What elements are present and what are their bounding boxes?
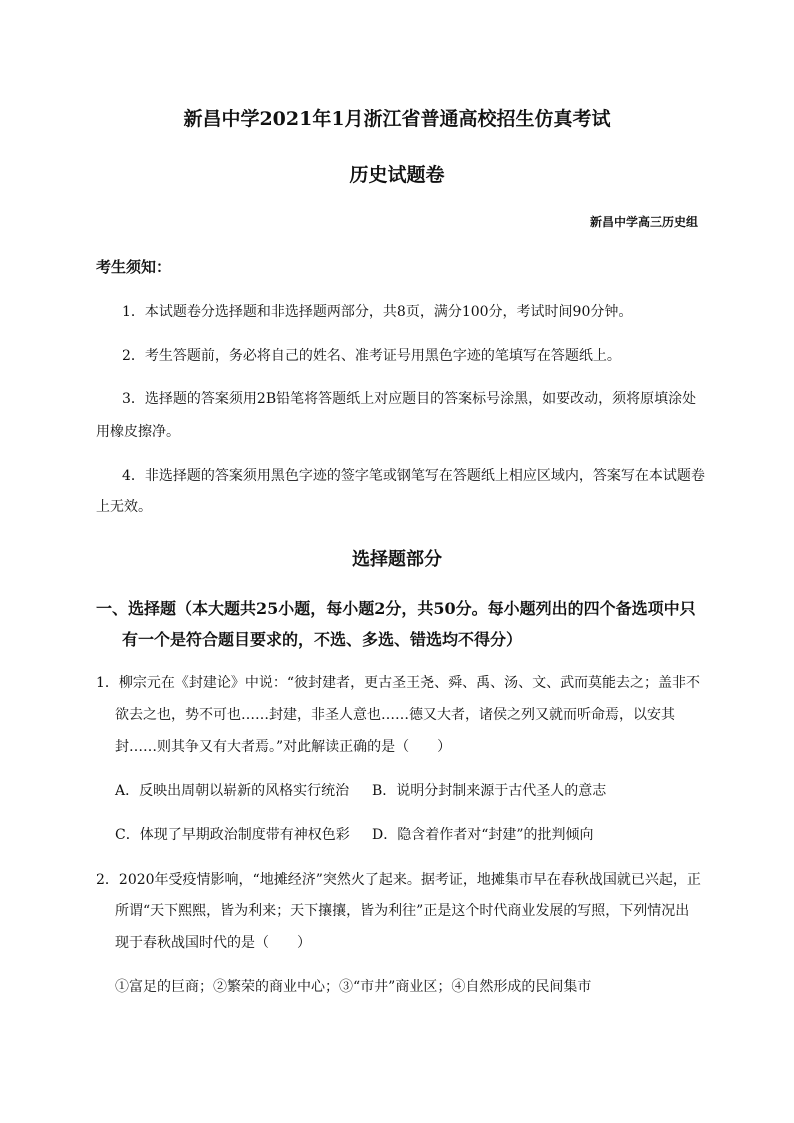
question-1-option-c: C．体现了早期政治制度带有神权色彩 (115, 827, 350, 843)
notice-item-4: 4．非选择题的答案须用黑色字迹的签字笔或钢笔写在答题纸上相应区域内，答案写在本试题卷 (122, 468, 705, 484)
author-line: 新昌中学高三历史组 (589, 215, 698, 229)
section-instruction-cont: 有一个是符合题目要求的，不选、多选、错选均不得分） (122, 630, 523, 649)
question-2-line-3: 现于春秋战国时代的是（ ） (115, 935, 311, 951)
notice-heading: 考生须知： (96, 258, 172, 276)
section-title: 选择题部分 (352, 549, 442, 570)
notice-item-1: 1．本试题卷分选择题和非选择题两部分，共8页，满分100分，考试时间90分钟。 (122, 304, 633, 320)
question-1-line-2: 欲去之也，势不可也……封建，非圣人意也……德又大者，诸侯之列又就而听命焉，以安其 (115, 707, 675, 723)
exam-title: 新昌中学2021年1月浙江省普通高校招生仿真考试 (183, 108, 611, 130)
notice-item-4-cont: 上无效。 (96, 499, 152, 515)
question-1-option-b: B．说明分封制来源于古代圣人的意志 (372, 783, 607, 799)
question-1-option-d: D．隐含着作者对“封建”的批判倾向 (372, 827, 594, 843)
notice-item-3-cont: 用橡皮擦净。 (96, 424, 180, 440)
exam-subtitle: 历史试题卷 (349, 164, 445, 186)
notice-item-3: 3．选择题的答案须用2B铅笔将答题纸上对应题目的答案标号涂黑，如要改动，须将原填涂处 (122, 391, 697, 407)
question-1-option-a: A．反映出周朝以崭新的风格实行统治 (115, 783, 350, 799)
section-instruction: 一、选择题（本大题共25小题，每小题2分，共50分。每小题列出的四个备选项中只 (96, 599, 696, 618)
question-2-line-1: 2．2020年受疫情影响，“地摊经济”突然火了起来。据考证，地摊集市早在春秋战国就已兴起，正 (96, 872, 701, 888)
question-1-line-3: 封……则其争又有大者焉。”对此解读正确的是（ ） (115, 739, 452, 755)
question-2-line-2: 所谓“天下熙熙，皆为利来；天下攘攘，皆为利往”正是这个时代商业发展的写照，下列情况出 (115, 903, 690, 919)
question-2-items: ①富足的巨商；②繁荣的商业中心；③“市井”商业区；④自然形成的民间集市 (115, 979, 592, 995)
notice-item-2: 2．考生答题前，务必将自己的姓名、准考证号用黑色字迹的笔填写在答题纸上。 (122, 348, 621, 364)
question-1-line-1: 1．柳宗元在《封建论》中说：“彼封建者，更古圣王尧、舜、禹、汤、文、武而莫能去之；盖非不 (96, 675, 701, 691)
